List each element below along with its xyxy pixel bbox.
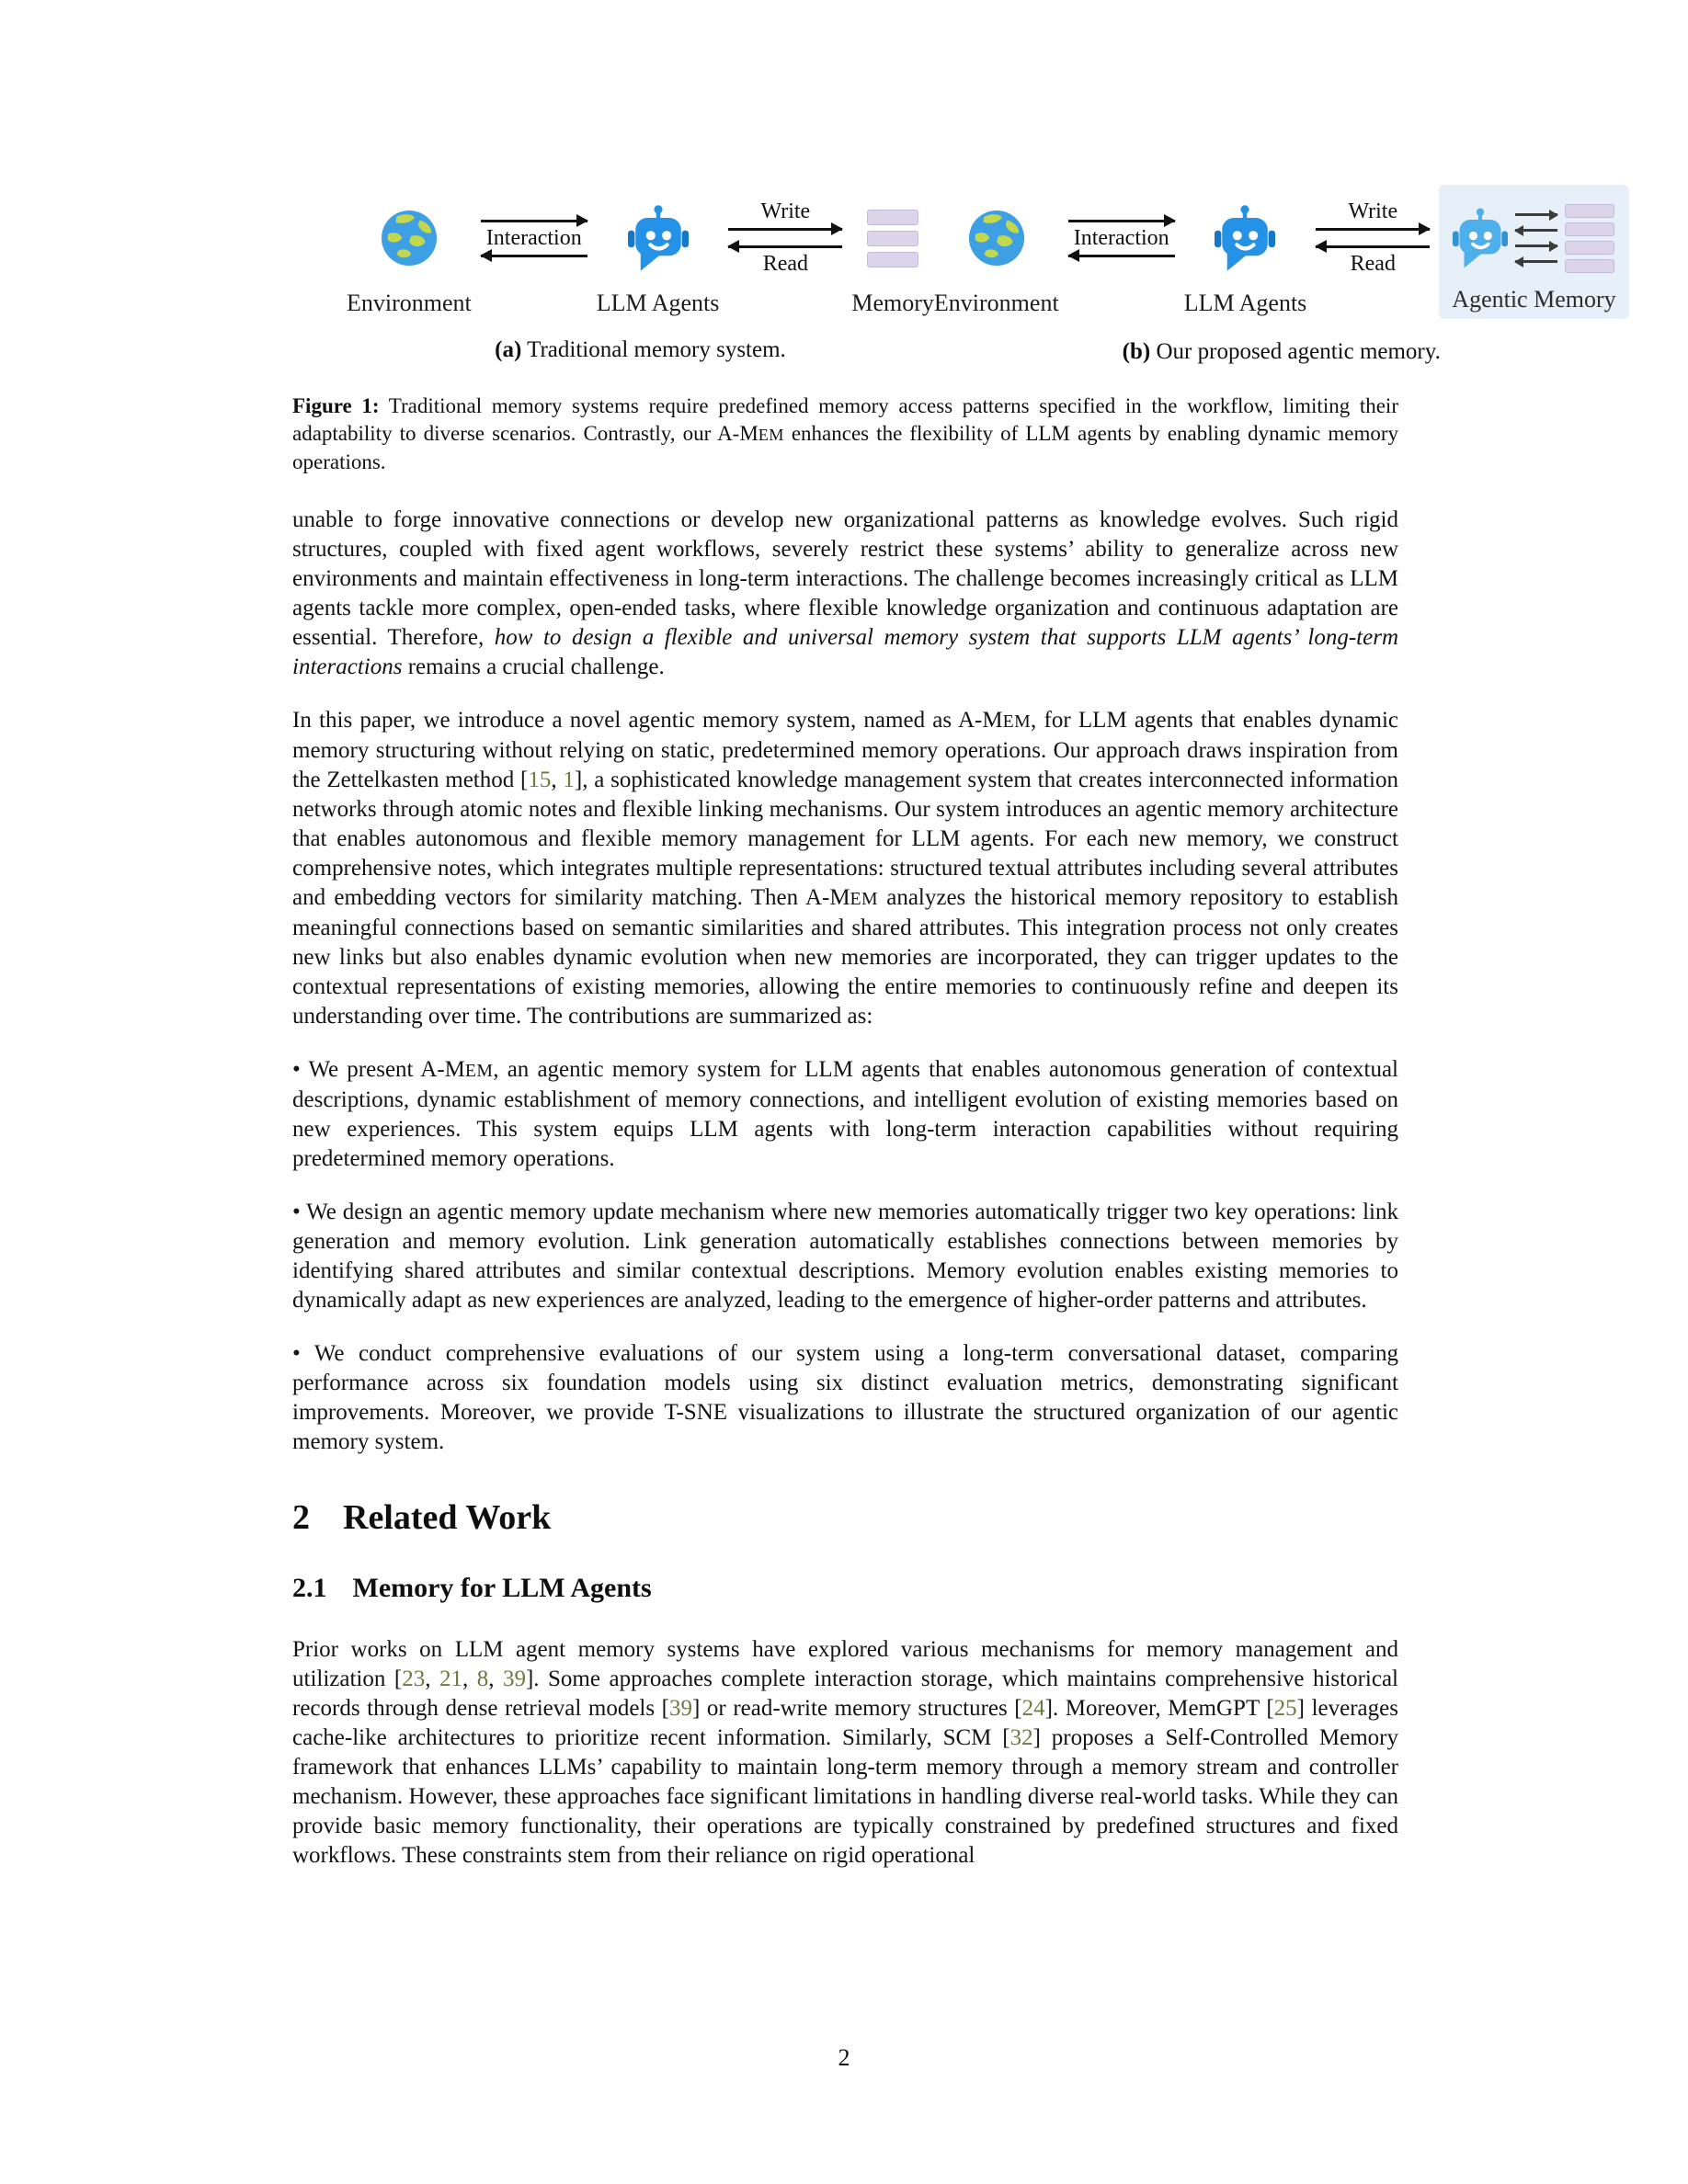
write-label: Write [1348,199,1398,223]
agentic-memory-box [1439,185,1628,319]
agentic-memory-label: Agentic Memory [1452,286,1616,313]
section-heading-related-work: 2 Related Work [292,1498,552,1537]
interaction-arrow-right [481,220,587,222]
environment-node [347,188,472,317]
figure-1-caption: Figure 1: Traditional memory systems require predefined memory access patterns specified in the workflow, limiting their adaptability to diverse scenarios. Contrastly, our A-MEM enhances the flexibility of LLM agents by enabling dynamic memory operations. [292,394,1398,473]
llm-agents-node [597,188,720,317]
memory-link-arrows [1515,213,1557,263]
citation-link[interactable]: 8 [476,1666,489,1691]
diagram-traditional [347,188,934,317]
memory-link-arrow-left [1515,260,1557,263]
figure-1 [347,188,1616,365]
memory-cell [1565,241,1614,255]
figure-caption-tag: Figure 1: [292,394,380,417]
interaction-label: Interaction [485,225,582,250]
interaction-label: Interaction [1073,225,1169,250]
citation-link[interactable]: 39 [669,1696,693,1721]
memory-cell [867,231,918,246]
citation-link[interactable]: 32 [1009,1725,1033,1750]
paragraph-in-this-paper: In this paper, we introduce a novel agentic memory system, named as A-MEM, for LLM agents that enables dynamic memory structuring without relying on static, predetermined memory operations. Our approach draws inspiration from the Zettelkasten method [15, 1], a sophisticated knowledge management system that creates interconnected information networks through atomic notes and flexible linking mechanisms. Our system introduces an agentic memory architecture that enables autonomous and flexible memory management for LLM agents. For each new memory, we construct comprehensive notes, which integrates multiple representations: structured textual attributes including several attributes and embedding vectors for similarity matching. Then A-MEM analyzes the historical memory repository to establish meaningful connections based on semantic similarities and shared attributes. This integration process not only creates new links but also enables dynamic evolution when new memories are incorporated, they can trigger updates to the contextual representations of existing memories, allowing the entire memories to continuously refine and deepen its understanding over time. The contributions are summarized as: [292,708,1399,1029]
environment-node-b [934,188,1059,317]
citation-link[interactable]: 23 [402,1666,426,1691]
interaction-arrow-right [1068,220,1175,222]
llm-agent-robot-icon [628,203,689,273]
figure-panel-a [347,188,934,365]
read-arrow [728,245,842,248]
memory-cell [1565,259,1614,273]
environment-globe-icon [381,210,438,267]
interaction-arrows-b [1068,188,1175,317]
citation-link[interactable]: 15 [528,768,552,792]
contribution-bullet-3: • We conduct comprehensive evaluations of our system using a long-term conversational dataset, comparing performance across six foundation models using six distinct evaluation metrics, demonstrating significant improvements. Moreover, we provide T-SNE visualizations to illustrate the structured organization of our agentic memory system. [292,1341,1398,1454]
environment-globe-icon [968,210,1025,267]
paragraph-intro-continuation: unable to forge innovative connections or develop new organizational patterns as knowledge evolves. Such rigid structures, coupled with fixed agent workflows, severely restrict these systems’ ability to generalize across new environments and maintain effectiveness in long-term interactions. The challenge becomes increasingly critical as LLM agents tackle more complex, open-ended tasks, where flexible knowledge organization and continuous adaptation are essential. Therefore, how to design a flexible and universal memory system that supports LLM agents’ long-term interactions remains a crucial challenge. [292,507,1399,679]
llm-agents-node-b [1184,188,1307,317]
read-arrow [1316,245,1430,248]
citation-link[interactable]: 1 [563,768,575,792]
write-arrow [728,228,842,231]
diagram-agentic [934,188,1629,319]
memory-link-arrow-left [1515,229,1557,232]
interaction-arrow-left [481,255,587,257]
interaction-arrows-a [481,188,587,317]
write-read-arrows-b [1316,188,1430,317]
agentic-memory-stack-icon [1565,204,1614,273]
memory-cell [867,210,918,225]
contribution-bullet-2: • We design an agentic memory update mechanism where new memories automatically trigger two key operations: link generation and memory evolution. Link generation automatically establishes connections between memories by identifying shared attributes and similar contextual descriptions. Memory evolution enables existing memories to dynamically adapt as new experiences are analyzed, leading to the emergence of higher-order patterns and attributes. [292,1200,1398,1313]
environment-label: Environment [347,290,472,316]
memory-cell [1565,204,1614,218]
memory-label: Memory [851,290,934,316]
llm-agents-label: LLM Agents [1183,290,1307,316]
memory-link-arrow-right [1515,213,1557,216]
read-label: Read [1350,252,1396,276]
citation-link[interactable]: 21 [439,1666,462,1691]
contribution-bullet-1: • We present A-MEM, an agentic memory system for LLM agents that enables autonomous generation of contextual descriptions, dynamic establishment of memory connections, and intelligent evolution of existing memories based on new experiences. This system equips LLM agents with long-term interaction capabilities without requiring predetermined memory operations. [292,1057,1398,1171]
citation-link[interactable]: 25 [1273,1696,1297,1721]
figure-panel-b [934,188,1629,365]
citation-link[interactable]: 39 [502,1666,526,1691]
memory-cell [867,252,918,267]
interaction-arrow-left [1068,255,1175,257]
subsection-heading-memory-for-llm-agents: 2.1 Memory for LLM Agents [292,1573,652,1603]
page-number: 2 [838,2044,850,2071]
memory-link-arrow-right [1515,245,1557,247]
memory-cell [1565,222,1614,236]
subcaption-a: (a) Traditional memory system. [495,337,786,362]
write-read-arrows-a [728,188,842,317]
citation-link[interactable]: 24 [1021,1696,1045,1721]
subcaption-b: (b) Our proposed agentic memory. [1122,339,1441,364]
agentic-memory-robot-icon [1453,206,1508,270]
llm-agent-robot-icon [1215,203,1275,273]
write-arrow [1316,228,1430,231]
write-label: Write [760,199,811,223]
environment-label: Environment [933,290,1059,316]
read-label: Read [762,252,809,276]
memory-node [851,188,934,317]
memory-stack-icon [867,210,918,267]
paragraph-related-work: Prior works on LLM agent memory systems have explored various mechanisms for memory management and utilization [23, 21, 8, 39]. Some approaches complete interaction storage, which maintains comprehensive historical records through dense retrieval models [39] or read-write memory structures [24]. Moreover, MemGPT [25] leverages cache-like architectures to prioritize recent information. Similarly, SCM [32] proposes a Self-Controlled Memory framework that enhances LLMs’ capability to maintain long-term memory through a memory stream and controller mechanism. However, these approaches face significant limitations in handling diverse real-world tasks. While they can provide basic memory functionality, their operations are typically constrained by predefined structures and fixed workflows. These constraints stem from their reliance on rigid operational [292,1637,1399,1868]
llm-agents-label: LLM Agents [596,290,720,316]
